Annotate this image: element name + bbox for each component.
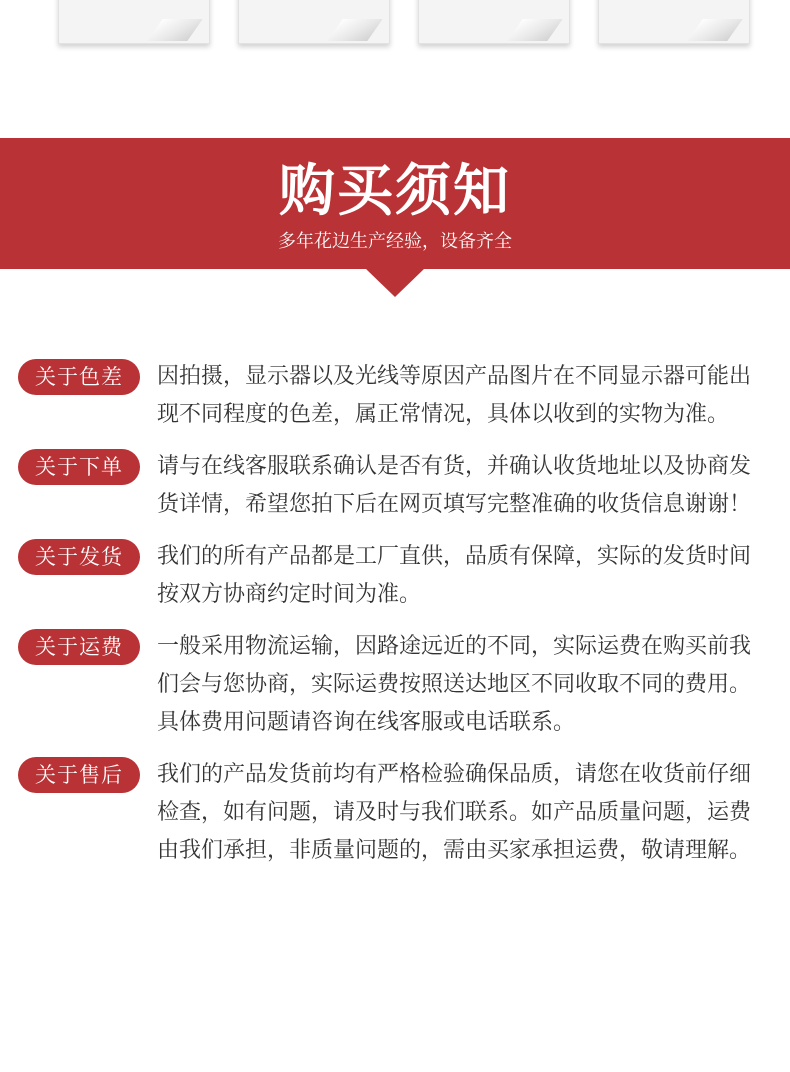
paper-card-image (598, 0, 750, 44)
notice-list (0, 358, 790, 884)
page-subtitle: 多年花边生产经验，设备齐全 (278, 231, 512, 252)
notice-tag: 关于运费 (18, 629, 140, 665)
paper-card-image (418, 0, 570, 44)
notice-tag: 关于色差 (18, 359, 140, 395)
notice-item-ordering (0, 448, 790, 524)
notice-text: 一般采用物流运输，因路途远近的不同，实际运费在购买前我们会与您协商，实际运费按照送达地区不同收取不同的费用。具体费用问题请咨询在线客服或电话联系。 (157, 634, 752, 735)
notice-tag: 关于发货 (18, 539, 140, 575)
notice-text: 因拍摄，显示器以及光线等原因产品图片在不同显示器可能出现不同程度的色差，属正常情况，具体以收到的实物为准。 (157, 364, 752, 427)
notice-tag: 关于下单 (18, 449, 140, 485)
top-decoration (0, 0, 790, 60)
notice-item-shipping (0, 538, 790, 614)
page-curl-graphic (147, 19, 202, 41)
paper-card-image (58, 0, 210, 44)
notice-text: 请与在线客服联系确认是否有货，并确认收货地址以及协商发货详情，希望您拍下后在网页填写完整准确的收货信息谢谢！ (157, 454, 752, 517)
notice-text: 我们的所有产品都是工厂直供，品质有保障，实际的发货时间按双方协商约定时间为准。 (157, 544, 752, 607)
purchase-notice-banner (0, 138, 790, 269)
page-curl-graphic (687, 19, 742, 41)
notice-text: 我们的产品发货前均有严格检验确保品质，请您在收货前仔细检查，如有问题，请及时与我们联系。如产品质量问题，运费由我们承担，非质量问题的，需由买家承担运费，敬请理解。 (157, 762, 752, 863)
notice-item-freight (0, 628, 790, 742)
page-curl-graphic (327, 19, 382, 41)
notice-tag: 关于售后 (18, 757, 140, 793)
banner-pointer-arrow (366, 269, 424, 297)
notice-item-color-difference (0, 358, 790, 434)
paper-card-image (238, 0, 390, 44)
page-title: 购买须知 (279, 159, 511, 224)
notice-item-after-sales (0, 756, 790, 870)
page-curl-graphic (507, 19, 562, 41)
